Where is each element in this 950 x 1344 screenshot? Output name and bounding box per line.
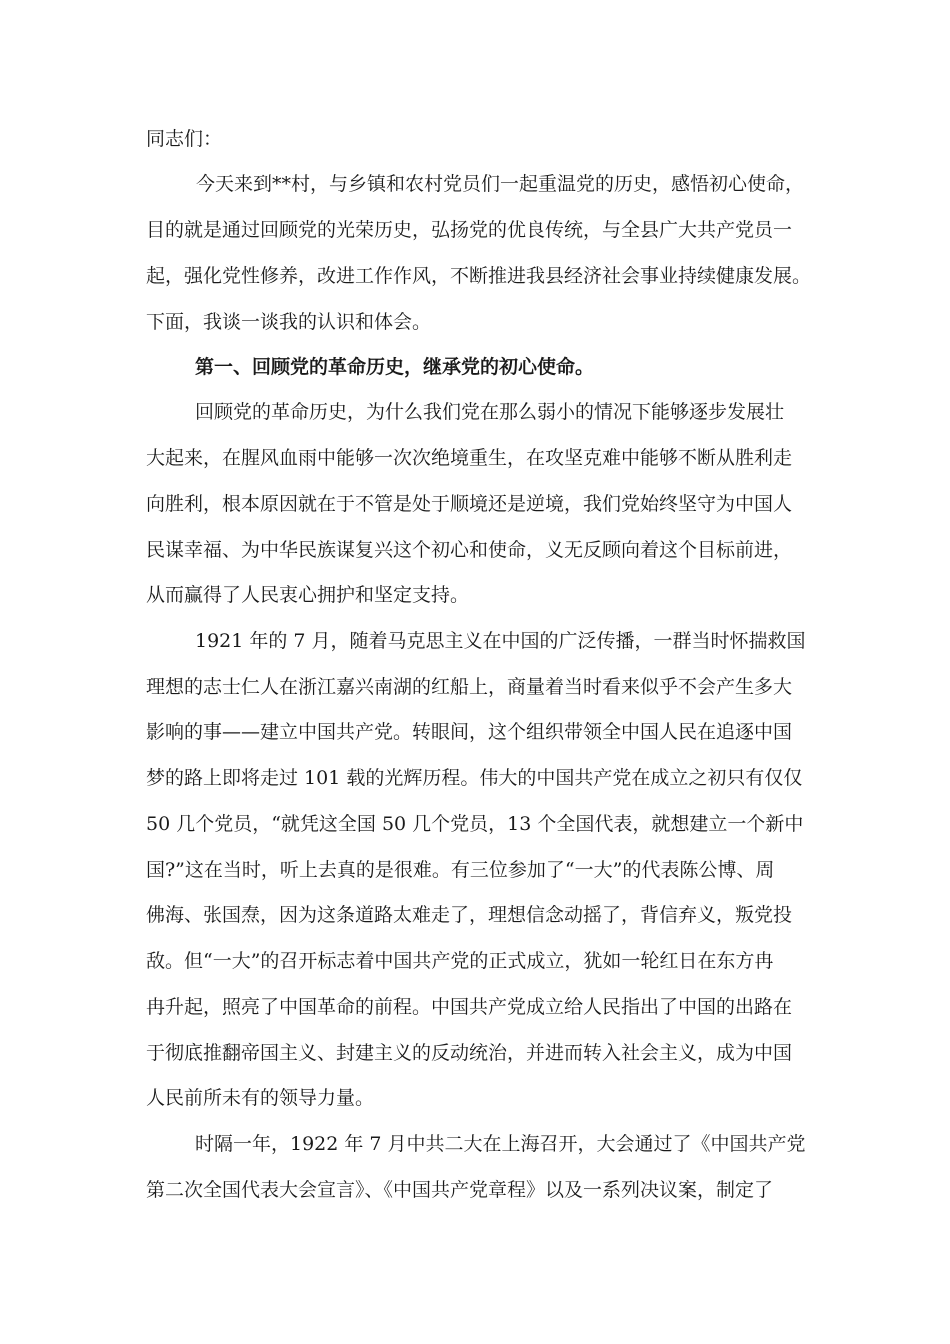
paragraph-line: 冉升起，照亮了中国革命的前程。中国共产党成立给人民指出了中国的出路在 <box>146 996 793 1018</box>
intro-line: 起，强化党性修养，改进工作作风，不断推进我县经济社会事业持续健康发展。 <box>146 265 812 287</box>
paragraph-line: 从而赢得了人民衷心拥护和坚定支持。 <box>146 584 470 606</box>
paragraph-line: 敌。但“一大”的召开标志着中国共产党的正式成立，犹如一轮红日在东方冉 <box>146 950 774 972</box>
intro-line: 下面，我谈一谈我的认识和体会。 <box>146 311 432 333</box>
paragraph-line: 影响的事——建立中国共产党。转眼间，这个组织带领全中国人民在追逐中国 <box>146 721 793 743</box>
section-heading: 第一、回顾党的革命历史，继承党的初心使命。 <box>195 356 595 378</box>
paragraph-line: 民谋幸福、为中华民族谋复兴这个初心和使命，义无反顾向着这个目标前进， <box>146 539 793 561</box>
paragraph-line: 回顾党的革命历史，为什么我们党在那么弱小的情况下能够逐步发展壮 <box>195 401 785 423</box>
paragraph-line: 大起来，在腥风血雨中能够一次次绝境重生，在攻坚克难中能够不断从胜利走 <box>146 447 793 469</box>
paragraph-line: 佛海、张国焘，因为这条道路太难走了，理想信念动摇了，背信弃义，叛党投 <box>146 904 793 926</box>
paragraph-line: 50 几个党员，“就凭这全国 50 几个党员，13 个全国代表，就想建立一个新中 <box>146 813 804 835</box>
intro-line: 今天来到**村，与乡镇和农村党员们一起重温党的历史，感悟初心使命， <box>196 173 805 195</box>
paragraph-line: 时隔一年，1922 年 7 月中共二大在上海召开，大会通过了《中国共产党 <box>195 1133 806 1155</box>
salutation: 同志们： <box>146 128 223 150</box>
paragraph-line: 国?”这在当时，听上去真的是很难。有三位参加了“一大”的代表陈公博、周 <box>146 859 775 881</box>
paragraph-line: 梦的路上即将走过 101 载的光辉历程。伟大的中国共产党在成立之初只有仅仅 <box>146 767 803 789</box>
paragraph-line: 1921 年的 7 月，随着马克思主义在中国的广泛传播，一群当时怀揣救国 <box>195 630 806 652</box>
paragraph-line: 人民前所未有的领导力量。 <box>146 1087 375 1109</box>
paragraph-line: 向胜利，根本原因就在于不管是处于顺境还是逆境，我们党始终坚守为中国人 <box>146 493 793 515</box>
paragraph-line: 第二次全国代表大会宣言》、《中国共产党章程》以及一系列决议案，制定了 <box>146 1179 774 1201</box>
paragraph-line: 理想的志士仁人在浙江嘉兴南湖的红船上，商量着当时看来似乎不会产生多大 <box>146 676 793 698</box>
intro-line: 目的就是通过回顾党的光荣历史，弘扬党的优良传统，与全县广大共产党员一 <box>146 219 793 241</box>
paragraph-line: 于彻底推翻帝国主义、封建主义的反动统治，并进而转入社会主义，成为中国 <box>146 1042 793 1064</box>
